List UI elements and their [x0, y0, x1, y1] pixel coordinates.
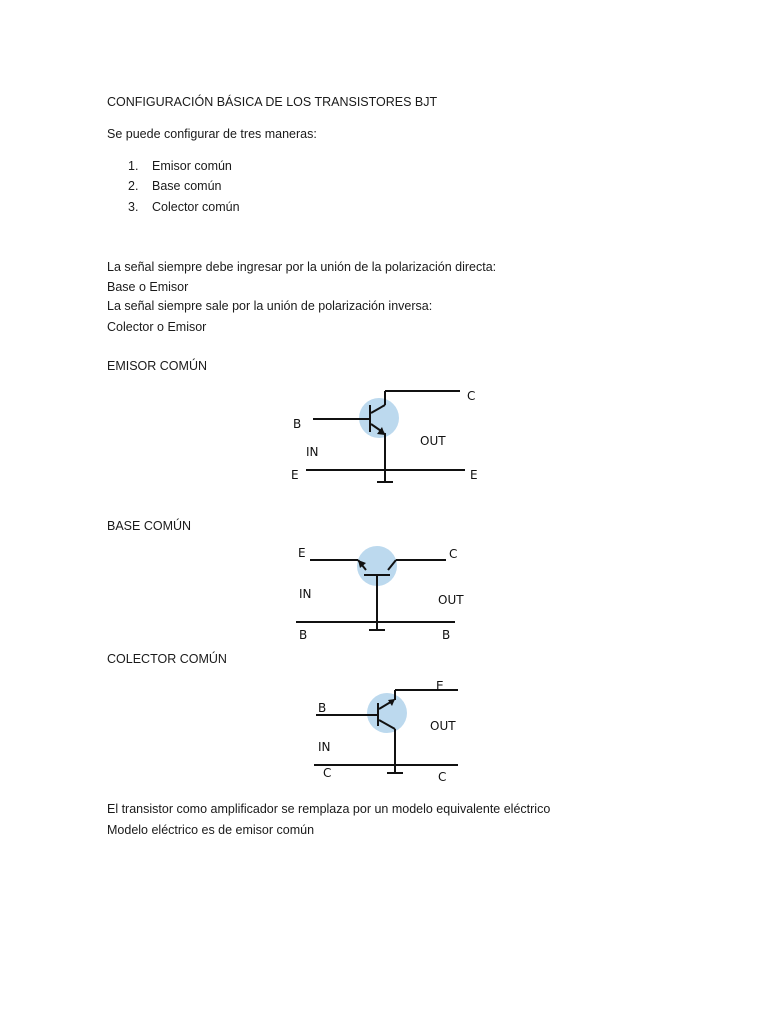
- label-c: C: [467, 389, 476, 403]
- colector-comun-heading: COLECTOR COMÚN: [107, 652, 227, 666]
- paragraph-line: La señal siempre debe ingresar por la unión de la polarización directa:: [107, 260, 497, 274]
- page-title: CONFIGURACIÓN BÁSICA DE LOS TRANSISTORES BJT: [107, 95, 438, 109]
- colector-comun-diagram: [312, 676, 472, 786]
- paragraph-line: Colector o Emisor: [107, 320, 207, 334]
- list-item: Emisor común: [152, 159, 232, 173]
- label-out: OUT: [430, 719, 456, 733]
- list-number: 2.: [128, 179, 139, 193]
- paragraph-line: Base o Emisor: [107, 280, 189, 294]
- label-b-left: B: [299, 628, 308, 642]
- label-in: IN: [306, 445, 319, 459]
- closing-line: El transistor como amplificador se remplaza por un modelo equivalente eléctrico: [107, 802, 551, 816]
- label-out: OUT: [420, 434, 446, 448]
- label-e: E: [436, 679, 444, 693]
- paragraph-line: La señal siempre sale por la unión de polarización inversa:: [107, 299, 433, 313]
- list-number: 1.: [128, 159, 139, 173]
- label-e-left: E: [291, 468, 299, 482]
- emisor-comun-diagram: [285, 383, 485, 488]
- base-comun-diagram: [292, 540, 467, 645]
- closing-line: Modelo eléctrico es de emisor común: [107, 823, 315, 837]
- base-comun-heading: BASE COMÚN: [107, 519, 192, 533]
- label-e-right: E: [470, 468, 478, 482]
- label-b-right: B: [442, 628, 451, 642]
- intro-text: Se puede configurar de tres maneras:: [107, 127, 317, 141]
- label-e: E: [298, 546, 306, 560]
- label-out: OUT: [438, 593, 464, 607]
- list-number: 3.: [128, 200, 139, 214]
- label-c-left: C: [323, 766, 332, 780]
- list-item: Colector común: [152, 200, 240, 214]
- label-b: B: [293, 417, 302, 431]
- list-item: Base común: [152, 179, 222, 193]
- label-b: B: [318, 701, 327, 715]
- label-c: C: [449, 547, 458, 561]
- label-in: IN: [318, 740, 331, 754]
- emisor-comun-heading: EMISOR COMÚN: [107, 359, 207, 373]
- label-c-right: C: [438, 770, 447, 784]
- label-in: IN: [299, 587, 312, 601]
